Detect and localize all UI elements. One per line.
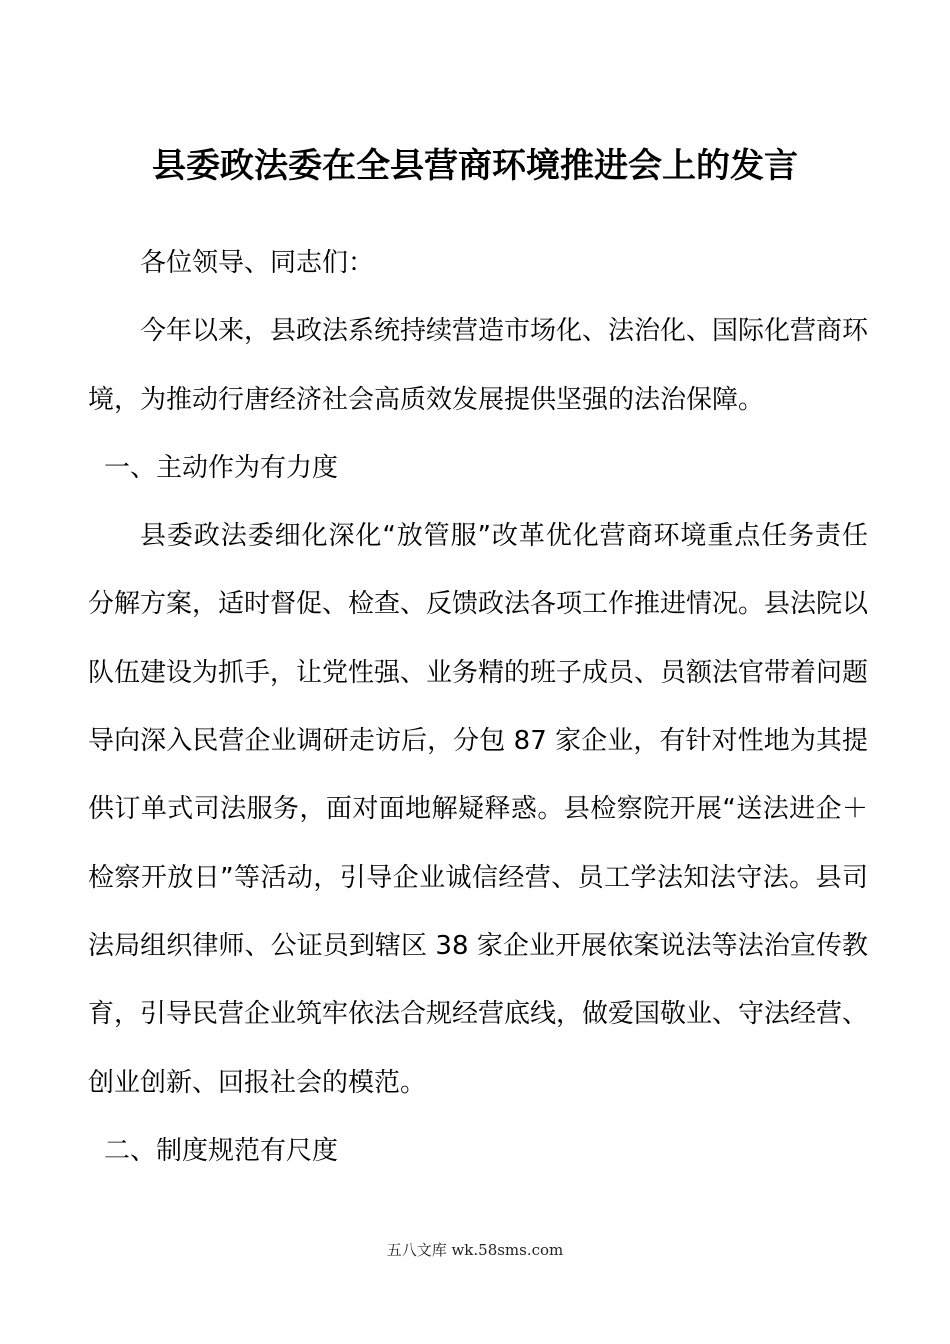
document-body — [88, 229, 868, 1185]
document-title: 县委政法委在全县营商环境推进会上的发言 — [152, 146, 798, 186]
section-1-paragraph: 县委政法委细化深化“放管服”改革优化营商环境重点任务责任分解方案，适时督促、检查、反馈政法各项工作推进情况。县法院以队伍建设为抓手，让党性强、业务精的班子成员、员额法官带着问题导向深入民营企业调研走访后，分包 87 家企业，有针对性地为其提供订单式司法服务，面对面地解疑释惑。县检察院开展“送法进企＋检察开放日”等活动，引导企业诚信经营、员工学法知法守法。县司法局组织律师、公证员到辖区 38 家企业开展依案说法等法治宣传教育，引导民营企业筑牢依法合规经营底线，做爱国敬业、守法经营、创业创新、回报社会的模范。 — [88, 521, 869, 1098]
salutation: 各位领导、同志们： — [140, 248, 375, 278]
section-heading-1: 一、主动作为有力度 — [104, 452, 339, 483]
footer-watermark: 五八文库 wk.58sms.com — [386, 1241, 564, 1259]
intro-paragraph: 今年以来，县政法系统持续营造市场化、法治化、国际化营商环境，为推动行唐经济社会高质效发展提供坚强的法治保障。 — [88, 316, 869, 415]
section-heading-2: 二、制度规范有尺度 — [104, 1135, 339, 1166]
